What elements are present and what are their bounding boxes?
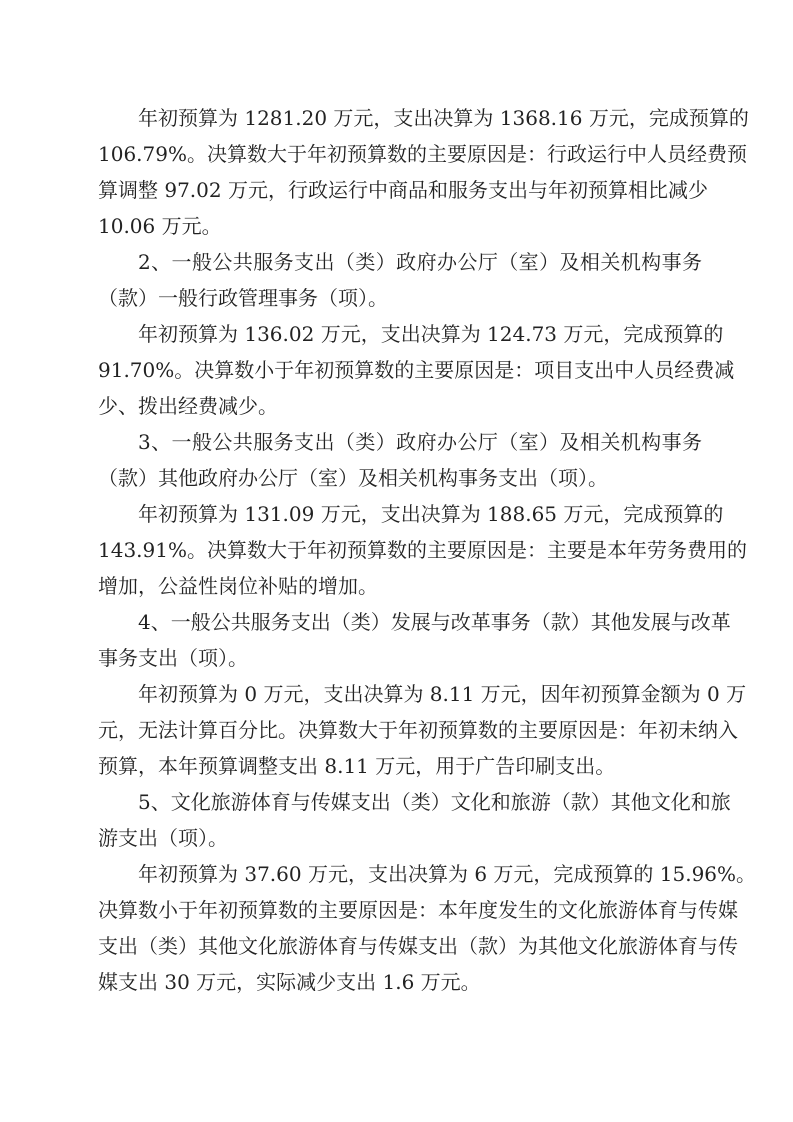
paragraph-line: 事务支出（项）。 [98,646,248,670]
paragraph [98,100,749,244]
paragraph [98,496,747,604]
paragraph [98,784,731,856]
paragraph-line: 元，无法计算百分比。决算数大于年初预算数的主要原因是：年初未纳入 [98,718,738,742]
paragraph-line: 年初预算为 131.09 万元，支出决算为 188.65 万元，完成预算的 [138,502,724,526]
paragraph [98,244,702,316]
paragraph-line: 算调整 97.02 万元，行政运行中商品和服务支出与年初预算相比减少 [98,178,708,202]
paragraph-line: 年初预算为 136.02 万元，支出决算为 124.73 万元，完成预算的 [138,322,724,346]
paragraph [98,424,702,496]
paragraph-line: 91.70%。决算数小于年初预算数的主要原因是：项目支出中人员经费减 [98,358,735,382]
paragraph-line: （款）其他政府办公厅（室）及相关机构事务支出（项）。 [98,466,608,490]
paragraph-line: （款）一般行政管理事务（项）。 [98,286,388,310]
paragraph [98,856,757,1000]
paragraph-line: 游支出（项）。 [98,826,228,850]
paragraph-line: 少、拨出经费减少。 [98,394,278,418]
document-body [98,100,757,1000]
paragraph [98,316,735,424]
paragraph-line: 4、一般公共服务支出（类）发展与改革事务（款）其他发展与改革 [138,610,731,634]
paragraph-line: 2、一般公共服务支出（类）政府办公厅（室）及相关机构事务 [138,250,702,274]
paragraph-line: 年初预算为 0 万元，支出决算为 8.11 万元，因年初预算金额为 0 万 [138,682,747,706]
paragraph [98,604,731,676]
paragraph-line: 决算数小于年初预算数的主要原因是：本年度发生的文化旅游体育与传媒 [98,898,738,922]
paragraph-line: 143.91%。决算数大于年初预算数的主要原因是：主要是本年劳务费用的 [98,538,747,562]
paragraph-line: 年初预算为 1281.20 万元，支出决算为 1368.16 万元，完成预算的 [138,106,749,130]
paragraph-line: 增加，公益性岗位补贴的增加。 [98,574,378,598]
paragraph-line: 年初预算为 37.60 万元，支出决算为 6 万元，完成预算的 15.96%。 [138,862,757,886]
paragraph-line: 3、一般公共服务支出（类）政府办公厅（室）及相关机构事务 [138,430,702,454]
paragraph-line: 支出（类）其他文化旅游体育与传媒支出（款）为其他文化旅游体育与传 [98,934,738,958]
paragraph-line: 预算，本年预算调整支出 8.11 万元，用于广告印刷支出。 [98,754,616,778]
paragraph [98,676,747,784]
paragraph-line: 10.06 万元。 [98,214,222,238]
paragraph-line: 106.79%。决算数大于年初预算数的主要原因是：行政运行中人员经费预 [98,142,747,166]
paragraph-line: 媒支出 30 万元，实际减少支出 1.6 万元。 [98,970,481,994]
paragraph-line: 5、文化旅游体育与传媒支出（类）文化和旅游（款）其他文化和旅 [138,790,731,814]
